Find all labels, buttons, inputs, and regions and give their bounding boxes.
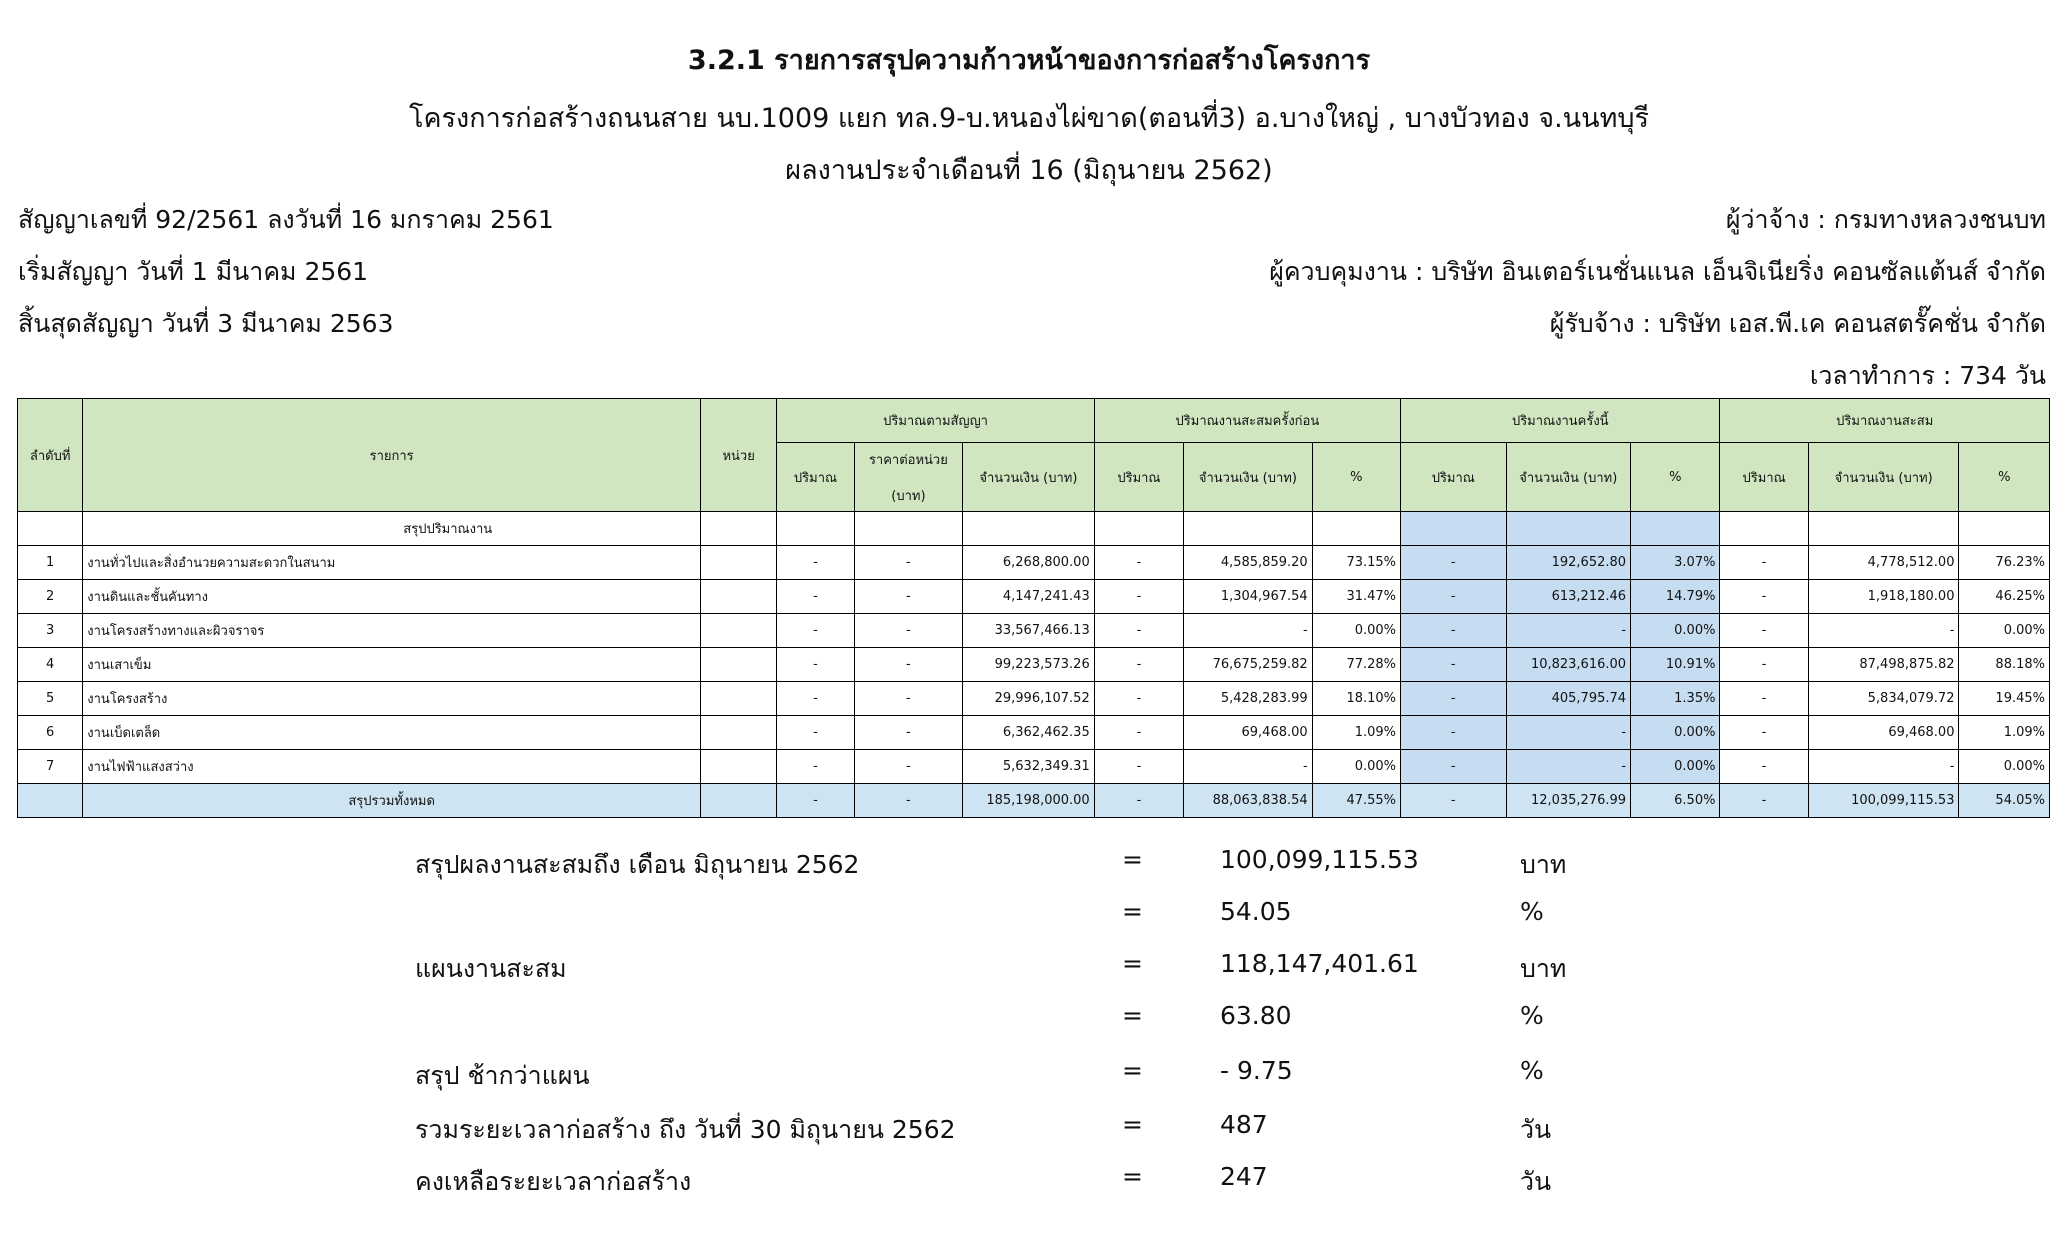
cell-s-amt: 1,918,180.00 [1808, 580, 1959, 614]
sub-header-pct: % [1959, 443, 2050, 512]
cell-c-price: - [854, 716, 962, 750]
cell-n-amt: - [1506, 614, 1631, 648]
cell-s-amt: - [1808, 750, 1959, 784]
cell-p-qty: - [1094, 750, 1183, 784]
progress-table [17, 398, 2050, 818]
table-row [18, 750, 2050, 784]
table-cell [1506, 512, 1631, 546]
cell-p-qty: - [1094, 716, 1183, 750]
summary-pct-unit: % [1520, 897, 1544, 926]
cell-n-amt: 613,212.46 [1506, 580, 1631, 614]
cell-p-qty: - [1094, 546, 1183, 580]
cell-p-amt: 4,585,859.20 [1184, 546, 1313, 580]
cell-n-qty: - [1401, 580, 1506, 614]
table-cell [701, 682, 777, 716]
summary-plan-unit: บาท [1520, 954, 1567, 983]
cell-p-pct: 77.28% [1312, 648, 1400, 682]
cell-s-pct: 76.23% [1959, 546, 2050, 580]
cell-s-pct: 0.00% [1959, 614, 2050, 648]
section-label: สรุปปริมาณงาน [83, 512, 701, 546]
cell-c-amt: 6,268,800.00 [963, 546, 1095, 580]
contract-duration: เวลาทำการ : 734 วัน [1809, 361, 2046, 390]
sub-header-pct: % [1631, 443, 1720, 512]
table-cell [701, 614, 777, 648]
cell-p-pct: 18.10% [1312, 682, 1400, 716]
table-cell [1094, 512, 1183, 546]
cell-c-price: - [854, 682, 962, 716]
cell-n-qty: - [1401, 682, 1506, 716]
cell-s-pct: 54.05% [1959, 784, 2050, 818]
cell-p-amt: 69,468.00 [1184, 716, 1313, 750]
cell-item: งานโครงสร้างทางและผิวจราจร [83, 614, 701, 648]
cell-c-qty: - [777, 614, 854, 648]
cell-n-pct: 10.91% [1631, 648, 1720, 682]
sub-header-amount: จำนวนเงิน (บาท) [1506, 443, 1631, 512]
cell-p-qty: - [1094, 648, 1183, 682]
summary-equals: = [1122, 1162, 1143, 1191]
cell-no: 3 [18, 614, 83, 648]
cell-n-amt: 192,652.80 [1506, 546, 1631, 580]
sub-header-amount: จำนวนเงิน (บาท) [963, 443, 1095, 512]
report-period: ผลงานประจำเดือนที่ 16 (มิถุนายน 2562) [785, 155, 1273, 186]
unit-price-unit: (บาท) [891, 488, 926, 504]
cell-n-pct: 6.50% [1631, 784, 1720, 818]
table-row [18, 614, 2050, 648]
cell-c-amt: 5,632,349.31 [963, 750, 1095, 784]
summary-elapsed-value: 487 [1220, 1110, 1268, 1139]
cell-s-pct: 1.09% [1959, 716, 2050, 750]
cell-n-qty: - [1401, 716, 1506, 750]
cell-n-pct: 0.00% [1631, 750, 1720, 784]
table-row [18, 716, 2050, 750]
summary-day-unit: วัน [1520, 1167, 1552, 1196]
summary-equals: = [1122, 949, 1143, 978]
table-cell [963, 512, 1095, 546]
table-cell [18, 784, 83, 818]
sub-header-amount: จำนวนเงิน (บาท) [1808, 443, 1959, 512]
table-cell [701, 784, 777, 818]
cell-item: งานไฟฟ้าแสงสว่าง [83, 750, 701, 784]
summary-equals: = [1122, 1110, 1143, 1139]
cell-n-qty: - [1401, 546, 1506, 580]
cell-c-qty: - [777, 784, 854, 818]
table-cell [18, 512, 83, 546]
contract-start: เริ่มสัญญา วันที่ 1 มีนาคม 2561 [18, 257, 369, 286]
cell-p-qty: - [1094, 580, 1183, 614]
table-cell [1184, 512, 1313, 546]
total-row [18, 784, 2050, 818]
summary-diff-value: - 9.75 [1220, 1056, 1293, 1085]
summary-pct-unit: % [1520, 1001, 1544, 1030]
cell-s-qty: - [1720, 716, 1808, 750]
cell-s-qty: - [1720, 648, 1808, 682]
summary-equals: = [1122, 1056, 1143, 1085]
cell-no: 4 [18, 648, 83, 682]
cell-item: งานทั่วไปและสิ่งอำนวยความสะดวกในสนาม [83, 546, 701, 580]
col-unit-header: หน่วย [701, 399, 777, 512]
sub-header-amount: จำนวนเงิน (บาท) [1184, 443, 1313, 512]
employer: ผู้ว่าจ้าง : กรมทางหลวงชนบท [1725, 205, 2046, 234]
sub-header-qty: ปริมาณ [1720, 443, 1808, 512]
summary-plan-pct: 63.80 [1220, 1001, 1292, 1030]
summary-cumulative-label: สรุปผลงานสะสมถึง เดือน มิถุนายน 2562 [415, 850, 860, 879]
summary-equals: = [1122, 845, 1143, 874]
cell-c-amt: 6,362,462.35 [963, 716, 1095, 750]
cell-n-amt: - [1506, 716, 1631, 750]
cell-c-price: - [854, 580, 962, 614]
cell-item: งานโครงสร้าง [83, 682, 701, 716]
cell-p-pct: 47.55% [1312, 784, 1400, 818]
cell-n-amt: 12,035,276.99 [1506, 784, 1631, 818]
summary-remaining-value: 247 [1220, 1162, 1268, 1191]
cell-c-amt: 33,567,466.13 [963, 614, 1095, 648]
cell-p-qty: - [1094, 682, 1183, 716]
cell-c-price: - [854, 784, 962, 818]
cell-item: งานเบ็ดเตล็ด [83, 716, 701, 750]
cell-n-pct: 0.00% [1631, 614, 1720, 648]
group-current-header: ปริมาณงานครั้งนี้ [1401, 399, 1720, 443]
table-cell [701, 648, 777, 682]
sub-header-unit-price [854, 443, 962, 512]
table-cell [701, 716, 777, 750]
cell-p-amt: - [1184, 614, 1313, 648]
cell-p-pct: 0.00% [1312, 614, 1400, 648]
table-cell [701, 512, 777, 546]
summary-equals: = [1122, 1001, 1143, 1030]
table-row [18, 682, 2050, 716]
sub-header-qty: ปริมาณ [1401, 443, 1506, 512]
cell-p-pct: 31.47% [1312, 580, 1400, 614]
cell-p-amt: 76,675,259.82 [1184, 648, 1313, 682]
sub-header-pct: % [1312, 443, 1400, 512]
col-no-header: ลำดับที่ [18, 399, 83, 512]
cell-n-pct: 0.00% [1631, 716, 1720, 750]
table-cell [701, 546, 777, 580]
table-cell [701, 580, 777, 614]
cell-no: 6 [18, 716, 83, 750]
section-row [18, 512, 2050, 546]
cell-s-qty: - [1720, 580, 1808, 614]
cell-p-pct: 1.09% [1312, 716, 1400, 750]
cell-p-pct: 0.00% [1312, 750, 1400, 784]
table-row [18, 648, 2050, 682]
col-item-header: รายการ [83, 399, 701, 512]
unit-price-label: ราคาต่อหน่วย [868, 452, 948, 468]
summary-day-unit: วัน [1520, 1115, 1552, 1144]
cell-item: งานดินและชั้นคันทาง [83, 580, 701, 614]
cell-c-price: - [854, 648, 962, 682]
cell-p-qty: - [1094, 614, 1183, 648]
table-row [18, 580, 2050, 614]
table-cell [1720, 512, 1808, 546]
summary-pct-unit: % [1520, 1056, 1544, 1085]
cell-s-amt: 5,834,079.72 [1808, 682, 1959, 716]
cell-s-qty: - [1720, 614, 1808, 648]
cell-no: 5 [18, 682, 83, 716]
cell-s-pct: 19.45% [1959, 682, 2050, 716]
cell-n-pct: 14.79% [1631, 580, 1720, 614]
cell-label: สรุปรวมทั้งหมด [83, 784, 701, 818]
cell-p-qty: - [1094, 784, 1183, 818]
cell-n-amt: 405,795.74 [1506, 682, 1631, 716]
cell-c-qty: - [777, 546, 854, 580]
group-cumulative-header: ปริมาณงานสะสม [1720, 399, 2050, 443]
supervisor: ผู้ควบคุมงาน : บริษัท อินเตอร์เนชั่นแนล เอ็นจิเนียริ่ง คอนซัลแต้นส์ จำกัด [1269, 257, 2046, 286]
cell-s-amt: 87,498,875.82 [1808, 648, 1959, 682]
cell-n-qty: - [1401, 648, 1506, 682]
cell-s-qty: - [1720, 546, 1808, 580]
summary-diff-label: สรุป ช้ากว่าแผน [415, 1061, 590, 1090]
cell-c-amt: 99,223,573.26 [963, 648, 1095, 682]
cell-c-price: - [854, 750, 962, 784]
contractor: ผู้รับจ้าง : บริษัท เอส.พี.เค คอนสตรั๊คชั่น จำกัด [1549, 309, 2046, 338]
cell-p-amt: 5,428,283.99 [1184, 682, 1313, 716]
cell-p-amt: 88,063,838.54 [1184, 784, 1313, 818]
cell-n-amt: - [1506, 750, 1631, 784]
summary-elapsed-label: รวมระยะเวลาก่อสร้าง ถึง วันที่ 30 มิถุนายน 2562 [415, 1115, 956, 1144]
cell-n-qty: - [1401, 614, 1506, 648]
cell-p-amt: - [1184, 750, 1313, 784]
group-contract-header: ปริมาณตามสัญญา [777, 399, 1094, 443]
project-name: โครงการก่อสร้างถนนสาย นบ.1009 แยก ทล.9-บ.หนองไผ่ขาด(ตอนที่3) อ.บางใหญ่ , บางบัวทอง จ.นนทบุรี [408, 103, 1650, 134]
summary-remaining-label: คงเหลือระยะเวลาก่อสร้าง [415, 1167, 692, 1196]
cell-n-pct: 3.07% [1631, 546, 1720, 580]
table-cell [777, 512, 854, 546]
sub-header-qty: ปริมาณ [777, 443, 854, 512]
table-cell [1631, 512, 1720, 546]
cell-s-pct: 0.00% [1959, 750, 2050, 784]
summary-plan-label: แผนงานสะสม [415, 954, 567, 983]
summary-cumulative-value: 100,099,115.53 [1220, 845, 1419, 874]
cell-n-pct: 1.35% [1631, 682, 1720, 716]
table-cell [1959, 512, 2050, 546]
cell-s-amt: 100,099,115.53 [1808, 784, 1959, 818]
cell-s-qty: - [1720, 784, 1808, 818]
table-cell [854, 512, 962, 546]
cell-c-amt: 185,198,000.00 [963, 784, 1095, 818]
cell-no: 1 [18, 546, 83, 580]
cell-s-amt: 69,468.00 [1808, 716, 1959, 750]
cell-s-pct: 46.25% [1959, 580, 2050, 614]
table-cell [1312, 512, 1400, 546]
cell-c-qty: - [777, 750, 854, 784]
cell-s-qty: - [1720, 750, 1808, 784]
cell-s-amt: - [1808, 614, 1959, 648]
summary-equals: = [1122, 897, 1143, 926]
cell-no: 2 [18, 580, 83, 614]
cell-item: งานเสาเข็ม [83, 648, 701, 682]
cell-s-qty: - [1720, 682, 1808, 716]
cell-s-pct: 88.18% [1959, 648, 2050, 682]
summary-plan-value: 118,147,401.61 [1220, 949, 1419, 978]
cell-c-amt: 4,147,241.43 [963, 580, 1095, 614]
table-cell [1401, 512, 1506, 546]
cell-c-qty: - [777, 580, 854, 614]
report-title: 3.2.1 รายการสรุปความก้าวหน้าของการก่อสร้างโครงการ [687, 45, 1371, 76]
table-cell [701, 750, 777, 784]
cell-c-qty: - [777, 648, 854, 682]
cell-n-amt: 10,823,616.00 [1506, 648, 1631, 682]
cell-c-price: - [854, 614, 962, 648]
cell-no: 7 [18, 750, 83, 784]
contract-end: สิ้นสุดสัญญา วันที่ 3 มีนาคม 2563 [18, 309, 394, 338]
cell-p-pct: 73.15% [1312, 546, 1400, 580]
cell-c-qty: - [777, 716, 854, 750]
cell-n-qty: - [1401, 750, 1506, 784]
contract-number: สัญญาเลขที่ 92/2561 ลงวันที่ 16 มกราคม 2561 [18, 205, 554, 234]
summary-cumulative-unit: บาท [1520, 850, 1567, 879]
cell-c-price: - [854, 546, 962, 580]
summary-cumulative-pct: 54.05 [1220, 897, 1292, 926]
table-row [18, 546, 2050, 580]
sub-header-qty: ปริมาณ [1094, 443, 1183, 512]
cell-p-amt: 1,304,967.54 [1184, 580, 1313, 614]
cell-c-amt: 29,996,107.52 [963, 682, 1095, 716]
cell-n-qty: - [1401, 784, 1506, 818]
table-cell [1808, 512, 1959, 546]
cell-c-qty: - [777, 682, 854, 716]
cell-s-amt: 4,778,512.00 [1808, 546, 1959, 580]
group-previous-header: ปริมาณงานสะสมครั้งก่อน [1094, 399, 1400, 443]
